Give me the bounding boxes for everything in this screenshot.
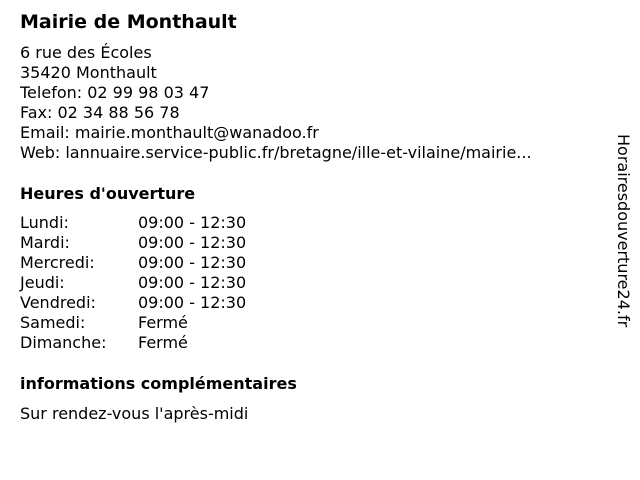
hours-time-value: 09:00 - 12:30 [138, 213, 247, 232]
hours-day-label: Mercredi: [20, 253, 95, 272]
hours-time-value: 09:00 - 12:30 [138, 273, 247, 292]
address-street: 6 rue des Écoles [20, 43, 152, 62]
address-city: 35420 Monthault [20, 63, 157, 82]
hours-day-label: Lundi: [20, 213, 69, 232]
contact-block [20, 43, 532, 163]
opening-hours-heading: Heures d'ouverture [20, 184, 196, 203]
hours-time-value: 09:00 - 12:30 [138, 233, 247, 252]
fax-number: Fax: 02 34 88 56 78 [20, 103, 180, 122]
hours-day-label: Dimanche: [20, 333, 107, 352]
page-title: Mairie de Monthault [20, 11, 237, 33]
hours-time-value: Fermé [138, 333, 188, 352]
site-watermark: Horairesdouverture24.fr [614, 134, 633, 328]
additional-info-text: Sur rendez-vous l'après-midi [20, 404, 249, 423]
hours-day-label: Samedi: [20, 313, 86, 332]
hours-time-value: 09:00 - 12:30 [138, 293, 247, 312]
hours-day-label: Mardi: [20, 233, 70, 252]
website-address: Web: lannuaire.service-public.fr/bretagne/ille-et-vilaine/mairie... [20, 143, 532, 162]
hours-day-label: Vendredi: [20, 293, 96, 312]
email-address: Email: mairie.monthault@wanadoo.fr [20, 123, 319, 142]
hours-day-label: Jeudi: [20, 273, 65, 292]
phone-number: Telefon: 02 99 98 03 47 [20, 83, 210, 102]
hours-time-value: 09:00 - 12:30 [138, 253, 247, 272]
additional-info-heading: informations complémentaires [20, 374, 297, 393]
hours-time-value: Fermé [138, 313, 188, 332]
